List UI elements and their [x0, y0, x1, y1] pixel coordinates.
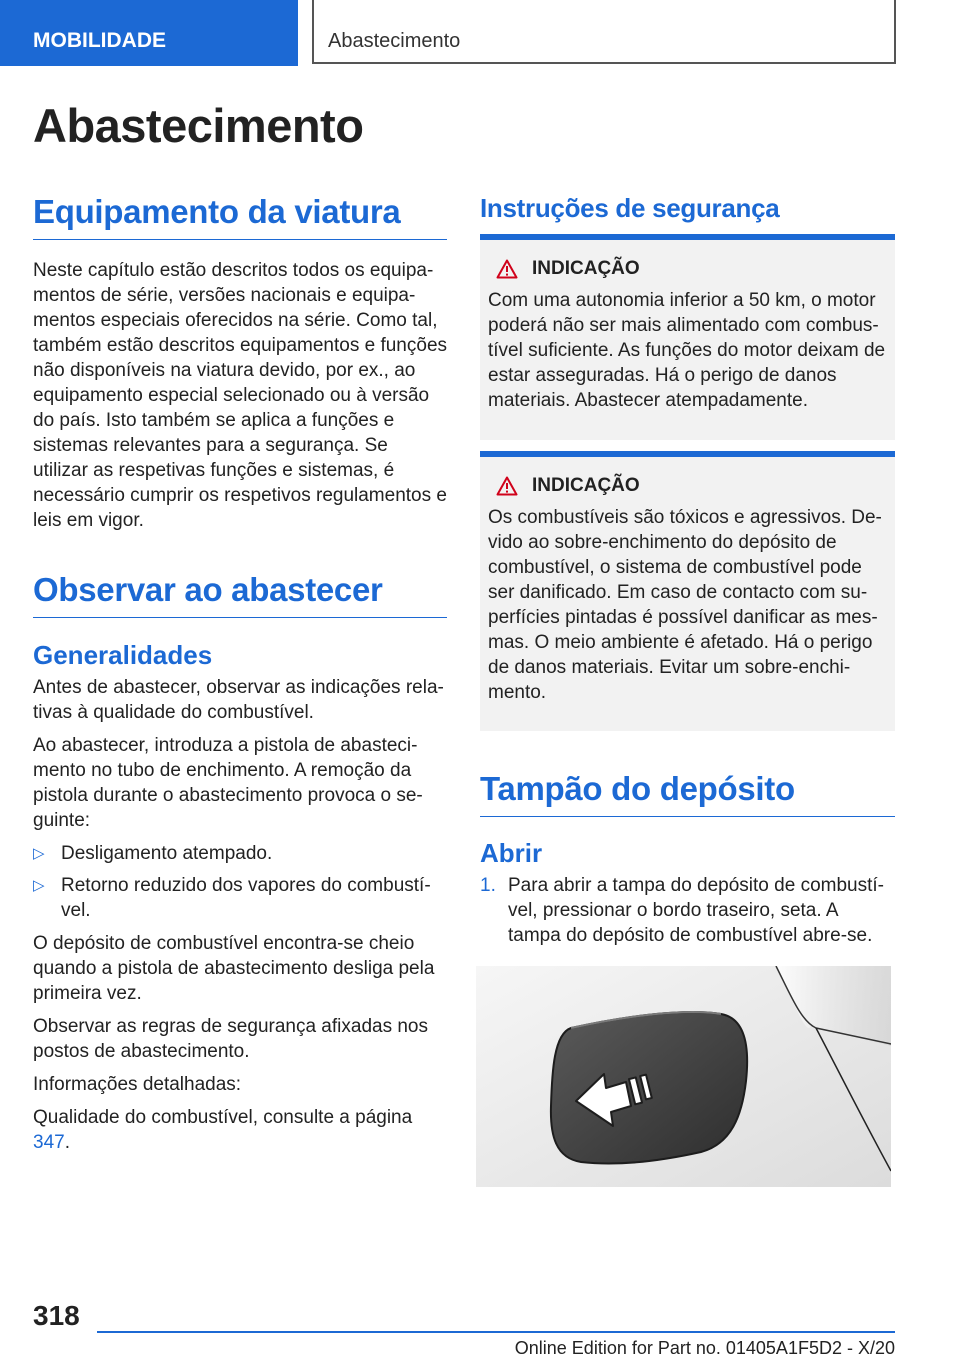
general-paragraph-3: O depósito de combustível encontra-se cheio quando a pistola de abastecimento desliga pela primeira vez.: [33, 933, 435, 1004]
triangle-bullet-icon: ▷: [33, 845, 45, 862]
details-label: Informações detalhadas:: [33, 1074, 242, 1095]
fuel-cap-heading: Tampão do depósito: [480, 770, 895, 817]
notice-label: INDICAÇÃO: [532, 475, 640, 496]
notice-box-1: [480, 234, 895, 440]
step-text: Para abrir a tampa do depósito de combustível, pressionar o bordo traseiro, seta. A tampa do depósito de combustível abre-se.: [508, 875, 884, 946]
open-heading: Abrir: [480, 838, 543, 868]
bullet-list: [33, 841, 447, 923]
footer-edition-text: Online Edition for Part no. 01405A1F5D2 - X/20: [514, 1338, 895, 1358]
header-section-label: MOBILIDADE: [0, 0, 298, 66]
notice-text: Com uma autonomia inferior a 50 km, o motor poderá não ser mais alimentado com combustível suficiente. As funções do motor deixam de estar asseguradas. Há o perigo de danos materiais. Abastecer atempadamente.: [488, 290, 886, 411]
numbered-step: [480, 873, 895, 948]
footer-divider: [97, 1331, 895, 1333]
page-link[interactable]: 347: [33, 1132, 65, 1153]
list-item-text: Desligamento atempado.: [61, 843, 273, 864]
header-chapter-title: Abastecimento: [312, 0, 896, 64]
notice-header: [488, 475, 887, 497]
details-text: Qualidade do combustível, consulte a página: [33, 1107, 413, 1128]
list-item-text: Retorno reduzido dos vapores do combustível.: [61, 875, 431, 921]
step-number: 1.: [480, 875, 496, 896]
fuel-cap-illustration: [476, 966, 891, 1187]
notice-header: [488, 258, 887, 280]
general-section: [33, 640, 447, 1155]
list-item: [33, 841, 447, 866]
open-section: [480, 838, 895, 948]
general-paragraph-2: Ao abastecer, introduza a pistola de abastecimento no tubo de enchimento. A remoção da pistola durante o abastecimento provoca o seguinte:: [33, 735, 423, 831]
fuel-flap-image: [476, 966, 891, 1187]
details-reference: [33, 1105, 447, 1155]
safety-heading: Instruções de segurança: [480, 193, 780, 223]
general-paragraph-4: Observar as regras de segurança afixadas nos postos de abastecimento.: [33, 1016, 428, 1062]
page-title: Abastecimento: [33, 99, 364, 152]
header-bar: [0, 0, 960, 66]
warning-triangle-icon: [496, 476, 518, 496]
notice-box-2: [480, 451, 895, 731]
triangle-bullet-icon: ▷: [33, 877, 45, 894]
notice-label: INDICAÇÃO: [532, 258, 640, 279]
details-end: .: [64, 1132, 70, 1153]
general-paragraph-1: Antes de abastecer, observar as indicações relativas à qualidade do combustível.: [33, 677, 444, 723]
observe-heading: Observar ao abastecer: [33, 571, 447, 618]
notice-text: Os combustíveis são tóxicos e agressivos. Devido ao sobre-enchimento do depósito de combustível, o sistema de combustível pode ser danificado. Em caso de contacto com superfícies pintadas é possível danificar as mesmas. O meio ambiente é afetado. Há o perigo de danos materiais. Evitar um sobre-enchimento.: [488, 507, 882, 703]
page-number: 318: [33, 1300, 80, 1331]
general-heading: Generalidades: [33, 640, 213, 670]
warning-triangle-icon: [496, 259, 518, 279]
list-item: [33, 873, 447, 923]
equipment-text: Neste capítulo estão descritos todos os equipamentos de série, versões nacionais e equipamentos especiais oferecidos na série. Como tal, também estão descritos equipamentos e funções não disponíveis na viatura devido, por ex., ao equipamento especial selecionado ou à versão do país. Isto também se aplica a funções e sistemas relevantes para a segurança. Se utilizar as respetivas funções e sistemas, é necessário cumprir os respetivos regulamentos e leis em vigor.: [33, 260, 448, 531]
equipment-heading: Equipamento da viatura: [33, 193, 447, 240]
